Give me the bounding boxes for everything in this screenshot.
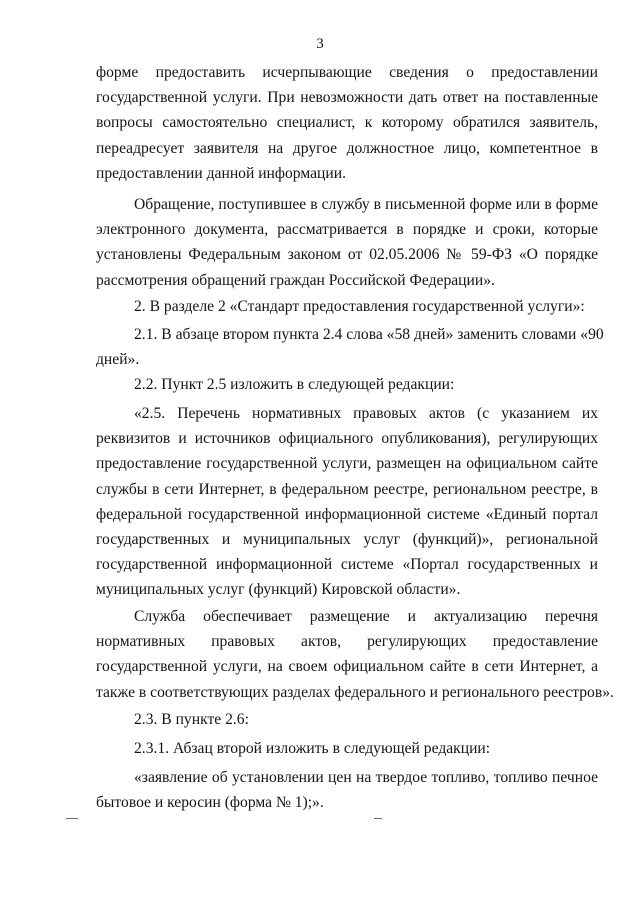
text-line: государственных и муниципальных услуг (функций)», региональной bbox=[96, 530, 598, 548]
text-line: федеральной государственной информационной системе «Единый портал bbox=[96, 505, 598, 523]
paragraph-application-form bbox=[96, 765, 598, 815]
text-line: нормативных правовых актов, регулирующих предоставление bbox=[96, 633, 598, 651]
text-line: предоставлении данной информации. bbox=[96, 164, 346, 182]
paragraph-continuation bbox=[96, 60, 598, 186]
text-line: 2.3.1. Абзац второй изложить в следующей редакции: bbox=[134, 740, 491, 757]
text-line: 2.3. В пункте 2.6: bbox=[134, 711, 249, 728]
text-line: дней». bbox=[96, 351, 140, 369]
text-line: переадресует заявителя на другое должностное лицо, компетентное в bbox=[96, 139, 598, 157]
paragraph-service bbox=[96, 604, 614, 705]
text-line: муниципальных услуг (функций) Кировской области». bbox=[96, 581, 461, 599]
text-line: электронного документа, рассматривается в порядке и сроки, которые bbox=[96, 221, 598, 239]
paragraph-item-2-1 bbox=[96, 322, 604, 372]
text-line: установлены Федеральным законом от 02.05.2006 № 59-ФЗ «О порядке bbox=[96, 246, 598, 264]
scan-mark bbox=[374, 818, 382, 819]
text-line: службы в сети Интернет, в федеральном реестре, региональном реестре, в bbox=[96, 480, 598, 498]
text-line: государственной информационной системе «Портал государственных и bbox=[96, 556, 598, 574]
text-line: 2.1. В абзаце втором пункта 2.4 слова «58 дней» заменить словами «90 bbox=[134, 326, 604, 343]
text-line: форме предоставить исчерпывающие сведения о предоставлении bbox=[96, 64, 598, 81]
text-line: государственной услуги. При невозможности дать ответ на поставленные bbox=[96, 89, 598, 107]
text-line: вопросы самостоятельно специалист, к которому обратился заявитель, bbox=[96, 114, 598, 132]
paragraph-item-2-3 bbox=[96, 707, 598, 732]
text-line: «заявление об установлении цен на твердое топливо, топливо печное bbox=[134, 769, 598, 786]
paragraph-appeal bbox=[96, 192, 598, 293]
paragraph-quote-2-5 bbox=[96, 401, 598, 603]
paragraph-item-2-3-1 bbox=[96, 736, 598, 761]
text-line: предоставление государственной услуги, размещен на официальном сайте bbox=[96, 455, 598, 473]
text-line: 2.2. Пункт 2.5 изложить в следующей редакции: bbox=[134, 376, 455, 393]
paragraph-item-2-2 bbox=[96, 372, 598, 397]
paragraph-section-2 bbox=[96, 294, 598, 319]
text-line: бытовое и керосин (форма № 1);». bbox=[96, 794, 324, 812]
text-line: государственной услуги, на своем официальном сайте в сети Интернет, а bbox=[96, 658, 598, 676]
page-number: 3 bbox=[316, 36, 324, 52]
text-line: Служба обеспечивает размещение и актуализацию перечня bbox=[134, 608, 598, 625]
text-line: 2. В разделе 2 «Стандарт предоставления государственной услуги»: bbox=[134, 298, 585, 315]
text-line: Обращение, поступившее в службу в письменной форме или в форме bbox=[134, 196, 598, 213]
text-line: рассмотрения обращений граждан Российской Федерации». bbox=[96, 271, 495, 289]
text-line: реквизитов и источников официального опубликования), регулирующих bbox=[96, 430, 598, 448]
scan-mark bbox=[66, 818, 78, 819]
text-line: также в соответствующих разделах федерального и регионального реестров». bbox=[96, 683, 614, 701]
text-line: «2.5. Перечень нормативных правовых актов (с указанием их bbox=[134, 405, 598, 422]
